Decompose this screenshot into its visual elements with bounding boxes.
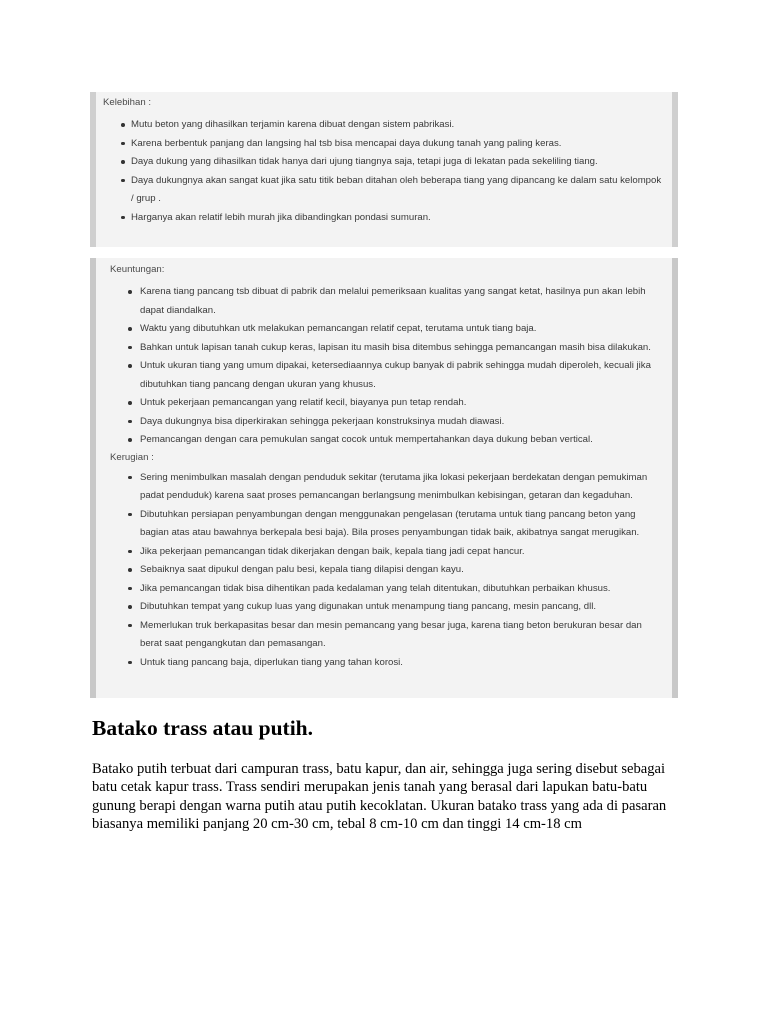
list-item: Karena berbentuk panjang dan langsing hal tsb bisa mencapai daya dukung tanah yang paling keras. (103, 135, 664, 154)
kelebihan-heading: Kelebihan : (103, 97, 152, 108)
keuntungan-heading: Keuntungan: (110, 264, 165, 275)
list-item: Untuk pekerjaan pemancangan yang relatif kecil, biayanya pun tetap rendah. (110, 394, 664, 413)
list-item: Daya dukung yang dihasilkan tidak hanya dari ujung tiangnya saja, tetapi juga di lekatan pada sekeliling tiang. (103, 153, 664, 172)
article-title: Batako trass atau putih. (92, 716, 314, 740)
list-item: Bahkan untuk lapisan tanah cukup keras, lapisan itu masih bisa ditembus sehingga pemancangan masih bisa dilakukan. (110, 339, 664, 358)
article-body: Batako putih terbuat dari campuran trass, batu kapur, dan air, sehingga juga sering disebut sebagai batu cetak kapur trass. Trass sendiri merupakan jenis tanah yang berasal dari lapukan batu-batu gunung berapi dengan warna putih atau putih kecoklatan. Ukuran batako trass yang ada di pasaran biasanya memiliki panjang 20 cm-30 cm, tebal 8 cm-10 cm dan tinggi 14 cm-18 cm (92, 761, 667, 833)
list-item: Waktu yang dibutuhkan utk melakukan pemancangan relatif cepat, terutama untuk tiang baja. (110, 320, 664, 339)
kelebihan-list (103, 116, 664, 227)
list-item: Untuk tiang pancang baja, diperlukan tiang yang tahan korosi. (110, 654, 664, 673)
list-item: Karena tiang pancang tsb dibuat di pabrik dan melalui pemeriksaan kualitas yang sangat ketat, hasilnya pun akan lebih dapat diandalkan. (110, 283, 664, 320)
list-item: Sering menimbulkan masalah dengan penduduk sekitar (terutama jika lokasi pekerjaan berdekatan dengan pemukiman padat penduduk) karena saat proses pemancangan berlangsung menimbulkan kebisingan, getaran dan kegaduhan. (110, 469, 664, 506)
list-item: Daya dukungnya akan sangat kuat jika satu titik beban ditahan oleh beberapa tiang yang dipancang ke dalam satu kelompok / grup . (103, 172, 664, 209)
list-item: Memerlukan truk berkapasitas besar dan mesin pemancang yang besar juga, karena tiang beton berukuran besar dan berat saat pengangkutan dan pemasangan. (110, 617, 664, 654)
list-item: Pemancangan dengan cara pemukulan sangat cocok untuk mempertahankan daya dukung beban vertical. (110, 431, 664, 450)
list-item: Daya dukungnya bisa diperkirakan sehingga pekerjaan konstruksinya mudah diawasi. (110, 413, 664, 432)
list-item: Harganya akan relatif lebih murah jika dibandingkan pondasi sumuran. (103, 209, 664, 228)
kerugian-heading: Kerugian : (110, 451, 154, 463)
list-item: Mutu beton yang dihasilkan terjamin karena dibuat dengan sistem pabrikasi. (103, 116, 664, 135)
keuntungan-kerugian-panel (90, 258, 678, 698)
list-item: Dibutuhkan persiapan penyambungan dengan menggunakan pengelasan (terutama untuk tiang pancang beton yang bagian atas atau bawahnya berkepala besi baja). Bila proses penyambungan tidak baik, akibatnya sangat merugikan. (110, 506, 664, 543)
keuntungan-list (110, 283, 664, 450)
kelebihan-panel (90, 92, 678, 247)
list-item: Sebaiknya saat dipukul dengan palu besi, kepala tiang dilapisi dengan kayu. (110, 561, 664, 580)
list-item: Jika pemancangan tidak bisa dihentikan pada kedalaman yang telah ditentukan, dibutuhkan perbaikan khusus. (110, 580, 664, 599)
list-item: Dibutuhkan tempat yang cukup luas yang digunakan untuk menampung tiang pancang, mesin pancang, dll. (110, 598, 664, 617)
kerugian-list (110, 469, 664, 673)
list-item: Untuk ukuran tiang yang umum dipakai, ketersediaannya cukup banyak di pabrik sehingga mudah diperoleh, kecuali jika dibutuhkan tiang pancang dengan ukuran yang khusus. (110, 357, 664, 394)
list-item: Jika pekerjaan pemancangan tidak dikerjakan dengan baik, kepala tiang jadi cepat hancur. (110, 543, 664, 562)
